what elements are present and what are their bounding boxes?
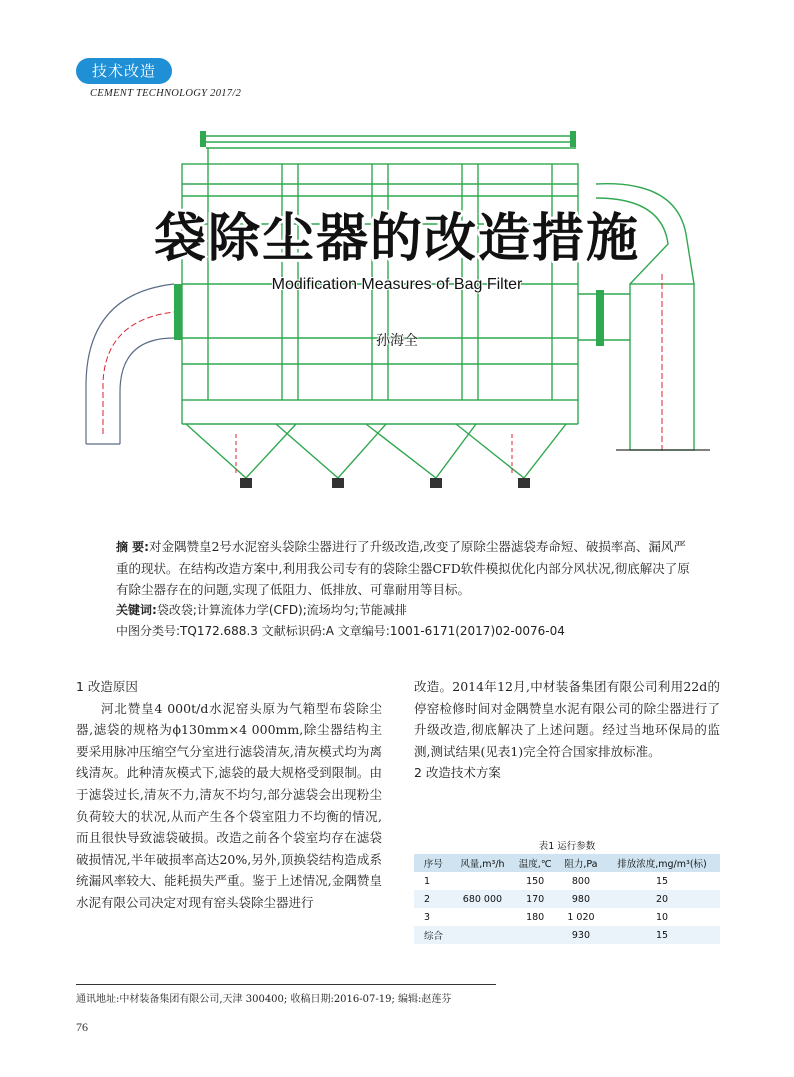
section-heading-2: 2 改造技术方案 bbox=[414, 765, 501, 781]
page-number: 76 bbox=[76, 1020, 88, 1034]
table-row bbox=[414, 926, 720, 944]
table-header-cell: 温度,℃ bbox=[512, 854, 558, 872]
table-cell: 10 bbox=[604, 908, 720, 926]
table-cell bbox=[452, 908, 512, 926]
continued-paragraph: 改造。2014年12月,中材装备集团有限公司利用22d的停窑检修时间对金隅赞皇水泥有限公司的除尘器进行了升级改造,彻底解决了上述问题。经过当地环保局的监测,测试结果(见表1)完全符合国家排放标准。 bbox=[414, 679, 720, 759]
table-cell: 20 bbox=[604, 890, 720, 908]
table-row bbox=[414, 872, 720, 890]
table-cell: 1 020 bbox=[558, 908, 604, 926]
abstract-text: 对金隅赞皇2号水泥窑头袋除尘器进行了升级改造,改变了原除尘器滤袋寿命短、破损率高、漏风严重的现状。在结构改造方案中,利用我公司专有的袋除尘器CFD软件模拟优化内部分风状况,彻底解决了原有除尘器存在的问题,实现了低阻力、低排放、可靠耐用等目标。 bbox=[116, 539, 690, 597]
table-row bbox=[414, 908, 720, 926]
table-cell: 综合 bbox=[414, 926, 452, 944]
table-cell: 930 bbox=[558, 926, 604, 944]
author-name: 孙海全 bbox=[376, 333, 418, 349]
keywords-text: 袋改袋;计算流体力学(CFD);流场均匀;节能减排 bbox=[156, 603, 407, 617]
abstract-paragraph bbox=[116, 536, 690, 600]
article-title: 袋除尘器的改造措施 bbox=[153, 209, 640, 269]
table-cell: 980 bbox=[558, 890, 604, 908]
table-cell: 150 bbox=[512, 872, 558, 890]
abstract-label: 摘 要: bbox=[116, 540, 149, 554]
table-cell: 3 bbox=[414, 908, 452, 926]
table-cell bbox=[452, 926, 512, 944]
table-cell: 15 bbox=[604, 926, 720, 944]
classification-line: 中图分类号:TQ172.688.3 文献标识码:A 文章编号:1001-6171(2017)02-0076-04 bbox=[116, 624, 565, 638]
table-cell bbox=[512, 926, 558, 944]
table-cell: 170 bbox=[512, 890, 558, 908]
journal-line: CEMENT TECHNOLOGY 2017/2 bbox=[90, 88, 242, 99]
table-caption: 表1 运行参数 bbox=[538, 841, 596, 852]
section-tab: 技术改造 bbox=[76, 58, 172, 84]
body-column-right bbox=[414, 676, 720, 784]
keywords-line bbox=[116, 600, 690, 621]
article-title-en: Modification Measures of Bag Filter bbox=[271, 276, 523, 293]
table-cell: 15 bbox=[604, 872, 720, 890]
keywords-label: 关键词: bbox=[116, 603, 157, 617]
table-cell: 680 000 bbox=[452, 890, 512, 908]
table-row bbox=[414, 890, 720, 908]
run-parameters-table bbox=[414, 854, 720, 944]
table-header-cell: 阻力,Pa bbox=[558, 854, 604, 872]
table-header-cell: 风量,m³/h bbox=[452, 854, 512, 872]
table-header-cell: 序号 bbox=[414, 854, 452, 872]
table-cell: 800 bbox=[558, 872, 604, 890]
table-cell: 1 bbox=[414, 872, 452, 890]
bag-filter-drawing bbox=[76, 124, 716, 504]
table-cell bbox=[452, 872, 512, 890]
section-heading-1: 1 改造原因 bbox=[76, 679, 138, 694]
section-1-paragraph: 河北赞皇4 000t/d水泥窑头原为气箱型布袋除尘器,滤袋的规格为ϕ130mm×4 000mm,除尘器结构主要采用脉冲压缩空气分室进行滤袋清灰,清灰模式均为离线清灰。此种清灰模式下,滤袋的最大规格受到限制。由于滤袋过长,清灰不力,清灰不均匀,部分滤袋会出现粉尘负荷较大的状况,从而产生各个袋室阻力不均衡的情况,而且很快导致滤袋破损。改造之前各个袋室均存在滤袋破损情况,半年破损率高达20%,另外,顶换袋结构造成系统漏风率较大、能耗损失严重。鉴于上述情况,金隅赞皇水泥有限公司决定对现有窑头袋除尘器进行 bbox=[76, 700, 382, 910]
table-cell: 2 bbox=[414, 890, 452, 908]
table-header-cell: 排放浓度,mg/m³(标) bbox=[604, 854, 720, 872]
table-cell: 180 bbox=[512, 908, 558, 926]
body-column-left bbox=[76, 676, 382, 914]
table-header-row bbox=[414, 854, 720, 872]
footnote-divider bbox=[76, 984, 496, 985]
abstract-block bbox=[116, 536, 690, 642]
footnote: 通讯地址:中材装备集团有限公司,天津 300400; 收稿日期:2016-07-19; 编辑:赵莲芬 bbox=[76, 994, 452, 1005]
